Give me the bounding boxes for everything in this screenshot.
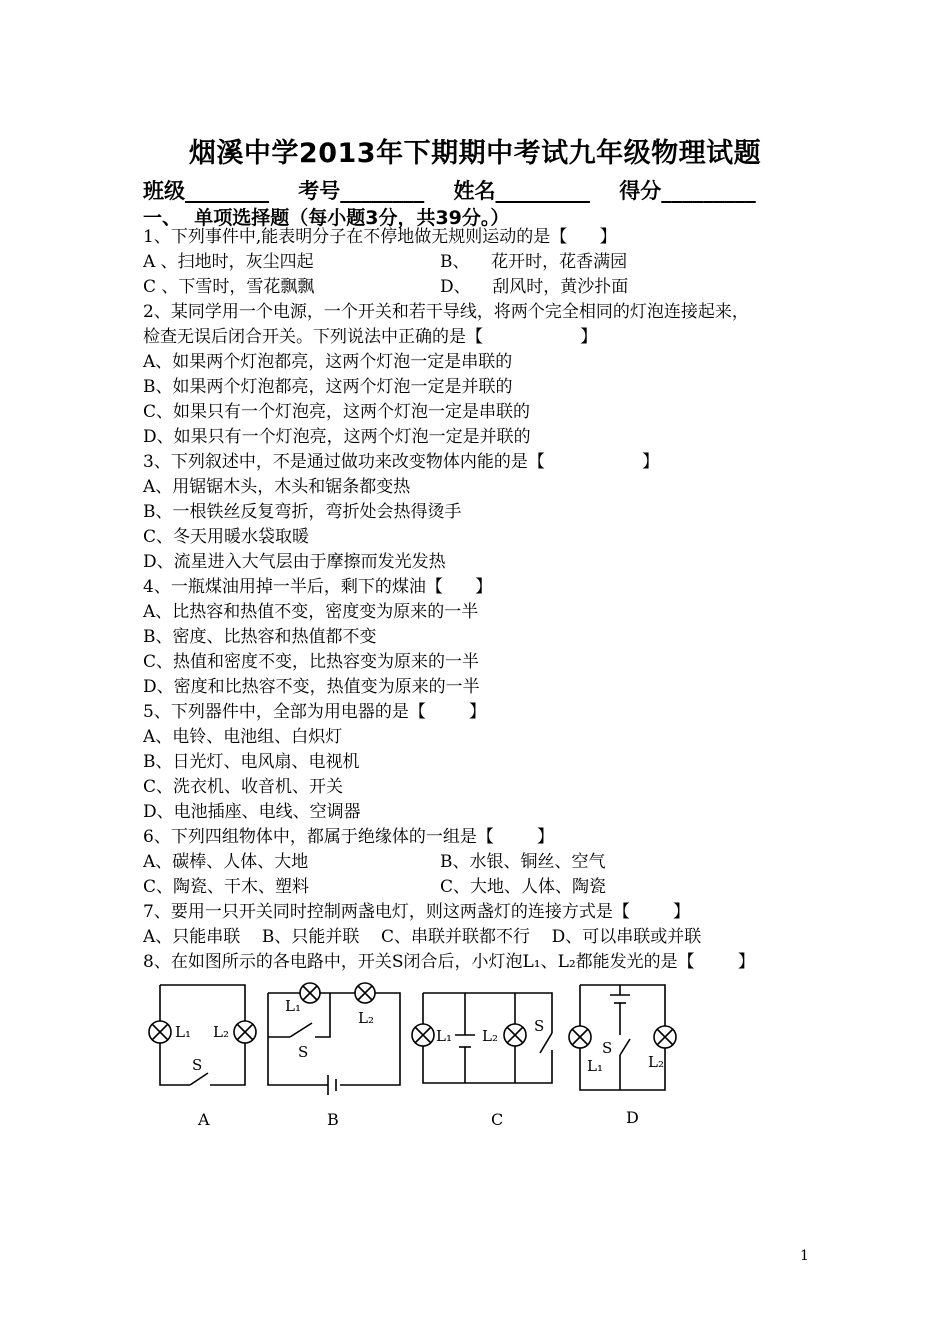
- q5-option-c: C、洗衣机、收音机、开关: [143, 777, 344, 797]
- q1-option-b: B、 花开时，花香满园: [440, 252, 628, 272]
- q1-option-c: C 、下雪时，雪花飘飘: [143, 277, 315, 297]
- circuit-b-l1: L₁: [285, 997, 301, 1015]
- q7-options: A、只能串联 B、只能并联 C、串联并联都不行 D、可以串联或并联: [143, 927, 702, 947]
- q5-option-b: B、日光灯、电风扇、电视机: [143, 752, 360, 772]
- circuit-a: [149, 985, 256, 1085]
- q1-stem: 1、下列事件中,能表明分子在不停地做无规则运动的是【 】: [143, 227, 617, 247]
- q2-option-c: C、如果只有一个灯泡亮，这两个灯泡一定是串联的: [143, 402, 531, 422]
- q2-stem-line2: 检查无误后闭合开关。下列说法中正确的是【 】: [143, 327, 598, 347]
- section-heading: 一、 单项选择题（每小题3分，共39分。）: [143, 207, 510, 229]
- q5-option-d: D、电池插座、电线、空调器: [143, 802, 361, 822]
- circuit-d-l2: L₂: [648, 1053, 664, 1071]
- circuit-c-s: S: [534, 1017, 545, 1035]
- circuit-d-l1: L₁: [587, 1057, 603, 1075]
- q4-option-b: B、密度、比热容和热值都不变: [143, 627, 377, 647]
- exam-title: 烟溪中学2013年下期期中考试九年级物理试题: [188, 138, 762, 169]
- q3-option-d: D、流星进入大气层由于摩擦而发光发热: [143, 552, 446, 572]
- q5-option-a: A、电铃、电池组、白炽灯: [143, 727, 343, 747]
- q2-option-b: B、如果两个灯泡都亮，这两个灯泡一定是并联的: [143, 377, 513, 397]
- q6-option-c: C、陶瓷、干木、塑料: [143, 877, 310, 897]
- q1-option-a: A 、扫地时，灰尘四起: [143, 252, 314, 272]
- q4-option-d: D、密度和比热容不变，热值变为原来的一半: [143, 677, 480, 697]
- q6-option-b: B、水银、铜丝、空气: [440, 852, 606, 872]
- circuit-b-s: S: [298, 1043, 309, 1061]
- circuit-c-l2: L₂: [482, 1027, 498, 1045]
- circuit-d-s: S: [602, 1039, 613, 1057]
- q8-stem: 8、在如图所示的各电路中，开关S闭合后，小灯泡L₁、L₂都能发光的是【 】: [143, 952, 755, 972]
- q2-stem-line1: 2、某同学用一个电源，一个开关和若干导线，将两个完全相同的灯泡连接起来，: [143, 302, 749, 322]
- circuit-label-b: B: [327, 1110, 339, 1129]
- circuit-label-d: D: [626, 1108, 639, 1127]
- q3-stem: 3、下列叙述中，不是通过做功来改变物体内能的是【 】: [143, 452, 660, 472]
- q4-stem: 4、一瓶煤油用掉一半后，剩下的煤油【 】: [143, 577, 493, 597]
- q6-option-a: A、碳棒、人体、大地: [143, 852, 309, 872]
- q4-option-a: A、比热容和热值不变，密度变为原来的一半: [143, 602, 479, 622]
- q5-stem: 5、下列器件中，全部为用电器的是【 】: [143, 702, 487, 722]
- circuit-a-s: S: [192, 1056, 203, 1074]
- page-number: 1: [800, 1248, 809, 1264]
- circuit-diagrams: [140, 975, 680, 1135]
- circuit-d: [569, 985, 676, 1090]
- circuit-label-c: C: [491, 1110, 504, 1129]
- q1-option-d: D、 刮风时，黄沙扑面: [440, 277, 629, 297]
- circuit-a-l1: L₁: [175, 1023, 191, 1041]
- q2-option-d: D、如果只有一个灯泡亮，这两个灯泡一定是并联的: [143, 427, 531, 447]
- circuit-c-l1: L₁: [436, 1027, 452, 1045]
- q4-option-c: C、热值和密度不变，比热容变为原来的一半: [143, 652, 480, 672]
- circuit-b-l2: L₂: [358, 1009, 374, 1027]
- student-info-line: 班级________ 考号________ 姓名_________ 得分_________: [143, 179, 756, 203]
- q6-stem: 6、下列四组物体中，都属于绝缘体的一组是【 】: [143, 827, 555, 847]
- q3-option-b: B、一根铁丝反复弯折，弯折处会热得烫手: [143, 502, 462, 522]
- q7-stem: 7、要用一只开关同时控制两盏电灯，则这两盏灯的连接方式是【 】: [143, 902, 691, 922]
- q2-option-a: A、如果两个灯泡都亮，这两个灯泡一定是串联的: [143, 352, 513, 372]
- circuit-label-a: A: [198, 1110, 210, 1129]
- circuit-a-l2: L₂: [213, 1023, 229, 1041]
- q6-option-c-right: C、大地、人体、陶瓷: [440, 877, 607, 897]
- q3-option-a: A、用锯锯木头，木头和锯条都变热: [143, 477, 411, 497]
- q3-option-c: C、冬天用暖水袋取暖: [143, 527, 310, 547]
